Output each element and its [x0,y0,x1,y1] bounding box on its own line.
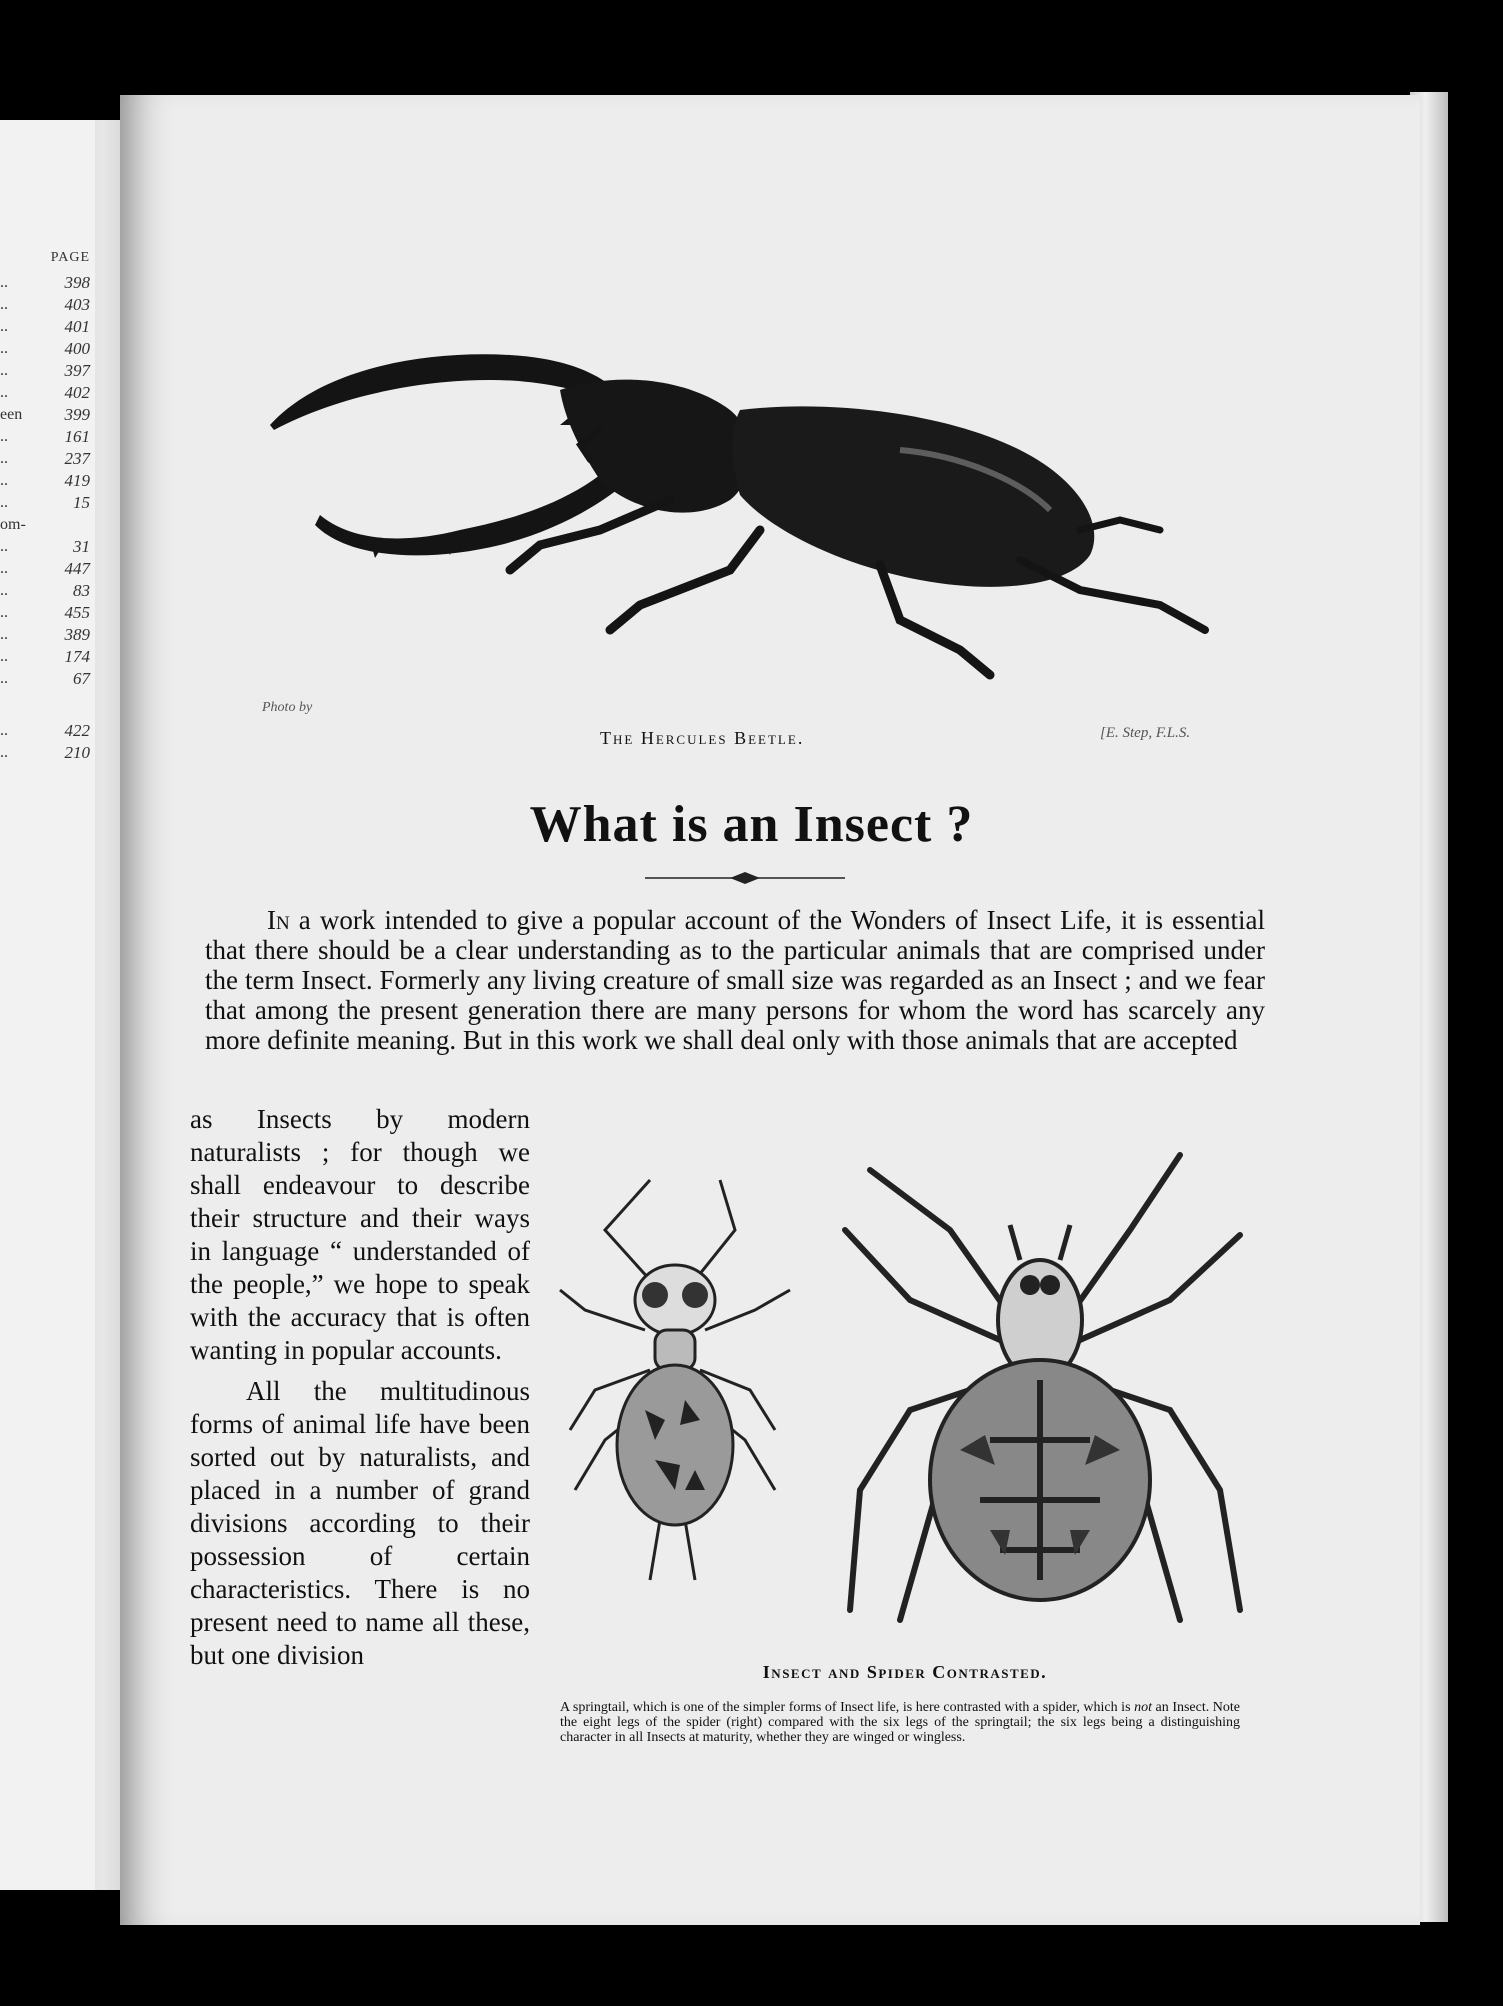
toc-row-prefix: om- [0,516,26,533]
toc-row [0,404,90,426]
toc-row-page-number: 397 [64,361,90,380]
photo-credit-right: [E. Step, F.L.S. [1100,725,1191,741]
toc-row [0,294,90,316]
toc-row-page-number: 419 [64,471,90,490]
toc-row-prefix: .. [0,296,8,313]
toc-row-prefix: .. [0,604,8,621]
hercules-beetle-illustration [260,330,1240,690]
toc-row-prefix: .. [0,744,8,761]
toc-row-prefix: een [0,406,23,423]
toc-row-page-number: 237 [64,449,90,468]
title-ornament [645,870,845,886]
toc-header: PAGE [50,250,90,265]
column-paragraph-2: All the multitudinous forms of animal life have been sorted out by naturalists, and placed in a number of grand divisions according to their possession of certain characteristics. There is no present need to name all these, but one division [190,1376,530,1670]
beetle-caption: The Hercules Beetle. [600,728,805,748]
toc-row [0,470,90,492]
toc-row [0,536,90,558]
toc-row [0,382,90,404]
photo-credit-left: Photo by [262,700,313,715]
toc-row-page-number: 400 [64,339,90,358]
spider-illustration [840,1150,1260,1640]
toc-row-prefix: .. [0,318,8,335]
toc-row [0,514,90,536]
column-paragraph-1: as Insects by modern naturalists ; for though we shall endeavour to describe their structure and their ways in language “ understanded of the people,” we hope to speak with the accuracy that is often wanting in popular accounts. [190,1104,530,1365]
toc-row-prefix: .. [0,362,8,379]
toc-row [0,338,90,360]
toc-row [0,668,90,690]
toc-row-page-number: 447 [64,559,90,578]
toc-row-prefix: .. [0,450,8,467]
opening-paragraph-text: a work intended to give a popular account of the Wonders of Insect Life, it is essential that there should be a clear understanding as to the particular animals that are comprised under the term Insect. Formerly any living creature of small size was regarded as an Insect ; and we fear that among the present generation there are many persons for whom the word has scarcely any more definite meaning. But in this work we shall deal only with those animals that are accepted [205,905,1265,1055]
springtail-illustration [555,1170,795,1610]
toc-row-prefix: .. [0,274,8,291]
toc-row-prefix: .. [0,428,8,445]
toc-row-page-number: 83 [73,581,90,600]
toc-row-page-number: 67 [73,669,90,688]
toc-row-page-number: 161 [64,427,90,446]
toc-row [0,558,90,580]
toc-row-prefix: .. [0,670,8,687]
toc-row-page-number: 399 [64,405,90,424]
figure-caption-emphasis: not [1134,1700,1152,1715]
figure-caption: Insect and Spider Contrasted. [762,1662,1048,1682]
toc-rows [0,272,90,764]
toc-row-prefix: .. [0,538,8,555]
toc-row-page-number: 174 [64,647,90,666]
toc-row-page-number: 398 [64,273,90,292]
toc-row [0,316,90,338]
toc-row [0,492,90,514]
toc-row [0,646,90,668]
toc-row-page-number: 15 [73,493,90,512]
toc-row-page-number: 403 [64,295,90,314]
toc-row-page-number: 210 [64,743,90,762]
toc-row-page-number: 401 [64,317,90,336]
toc-row [0,742,90,764]
toc-row [0,580,90,602]
figure-caption-text [560,1700,1240,1745]
toc-row-prefix: .. [0,384,8,401]
toc-row-prefix: .. [0,722,8,739]
toc-row-prefix: .. [0,648,8,665]
opening-paragraph [205,905,1265,1055]
page-title: What is an Insect ? [529,796,974,853]
table-of-contents-fragment [0,250,90,764]
drop-cap: In [267,905,290,935]
toc-row [0,624,90,646]
toc-row-page-number: 389 [64,625,90,644]
figure-caption-text-a: A springtail, which is one of the simpler forms of Insect life, is here contrasted with a spider, which is [560,1700,1131,1715]
toc-row-prefix: .. [0,494,8,511]
toc-row-prefix: .. [0,472,8,489]
toc-row [0,602,90,624]
toc-row-prefix: .. [0,626,8,643]
toc-row-page-number: 422 [64,721,90,740]
toc-row [0,448,90,470]
toc-row-prefix: .. [0,560,8,577]
toc-row-page-number: 402 [64,383,90,402]
toc-row [0,720,90,742]
toc-row-page-number: 31 [73,537,90,556]
toc-row-prefix: .. [0,340,8,357]
toc-row [0,426,90,448]
toc-row-prefix: .. [0,582,8,599]
toc-row-page-number: 455 [64,603,90,622]
figure-caption-text-b: an Insect. Note the eight legs of the spider (right) compared with the six legs of the springtail; the six legs being a distinguishing character in all Insects at maturity, whether they are winged or wingless. [560,1700,1241,1745]
left-column-text [190,1103,530,1672]
toc-row [0,360,90,382]
toc-row [0,272,90,294]
